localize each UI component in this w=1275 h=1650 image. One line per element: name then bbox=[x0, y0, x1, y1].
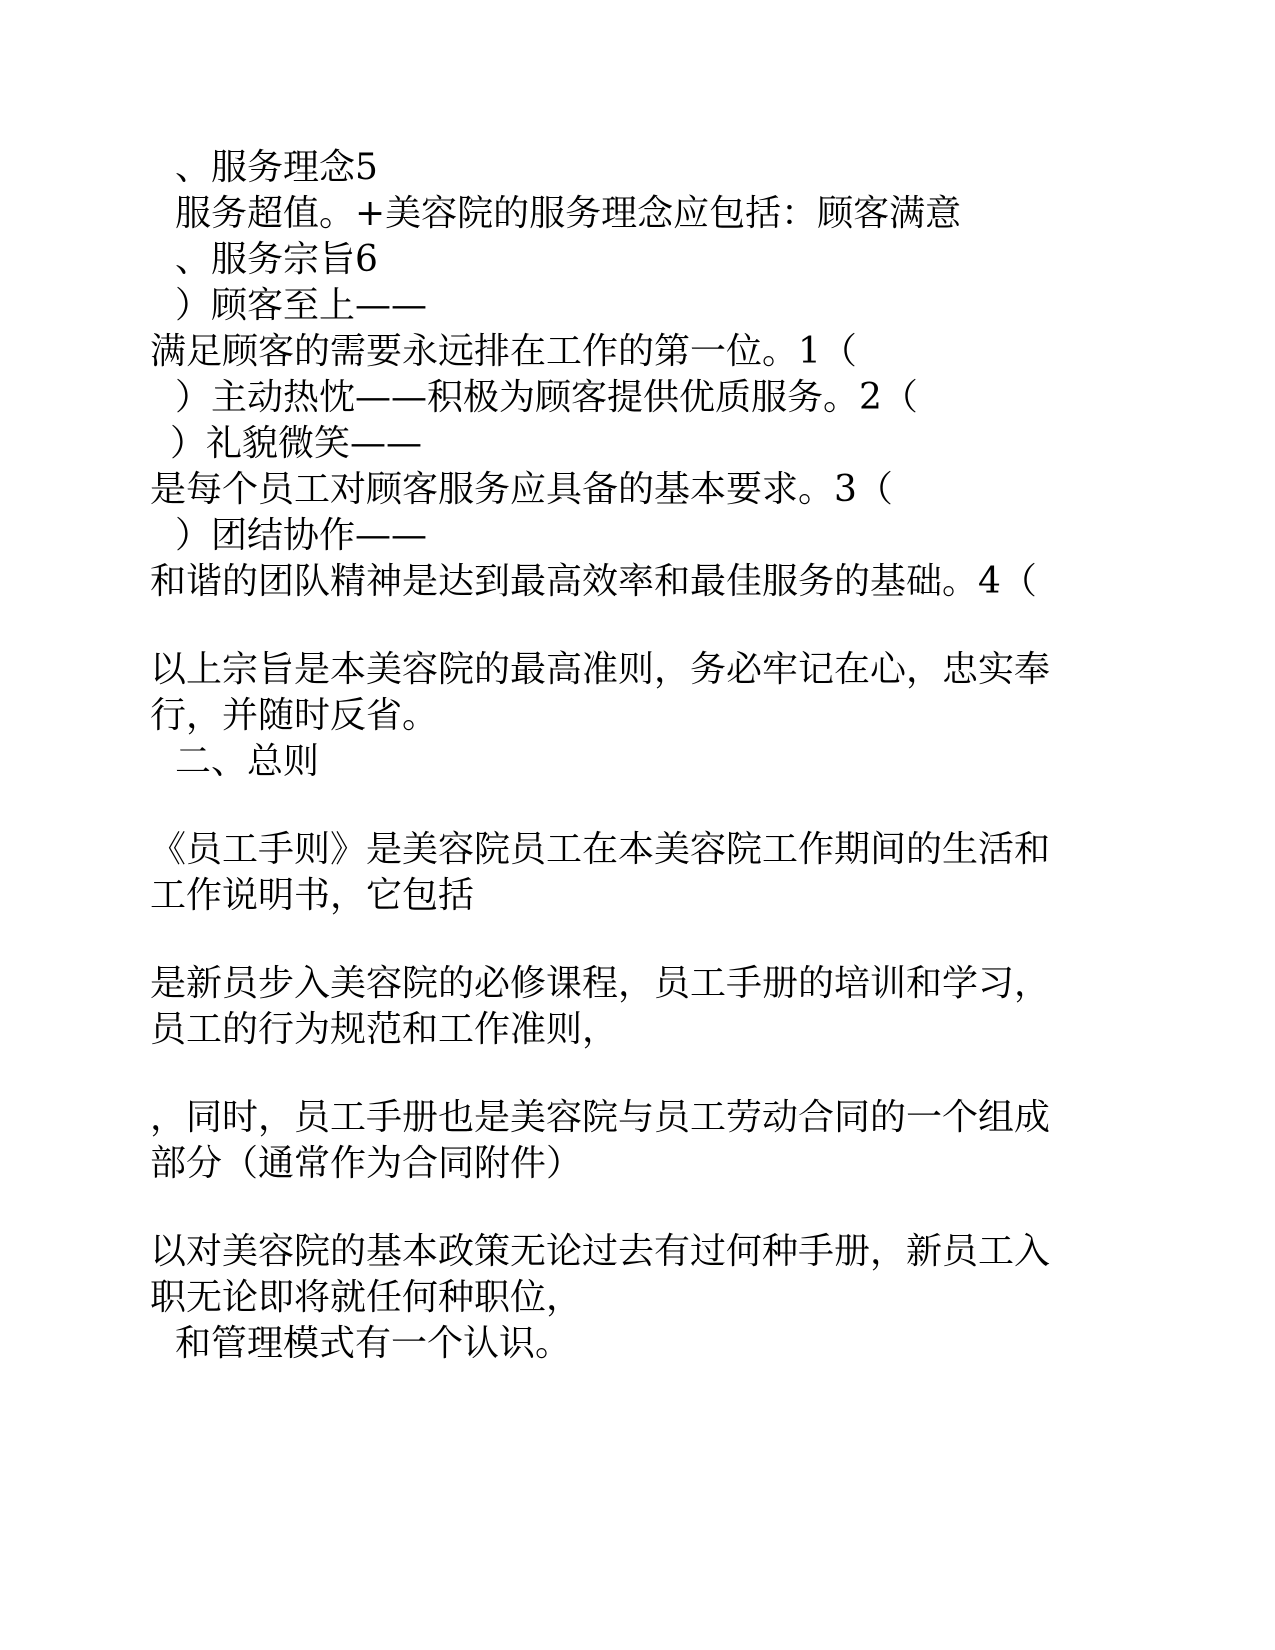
text-line: 部分（通常作为合同附件） bbox=[150, 1143, 583, 1184]
text-line: 职无论即将就任何种职位， bbox=[150, 1277, 583, 1318]
section-heading: 二、总则 bbox=[175, 741, 320, 782]
text-line: ）礼貌微笑—— bbox=[170, 423, 423, 464]
text-line: 服务超值。+美容院的服务理念应包括：顾客满意 bbox=[175, 193, 962, 234]
text-line: ）主动热忱——积极为顾客提供优质服务。2（ bbox=[175, 377, 918, 418]
text-line: 工作说明书，它包括 bbox=[150, 875, 475, 916]
text-line: 行，并随时反省。 bbox=[150, 695, 439, 736]
text-line: 、服务理念5 bbox=[175, 147, 378, 188]
text-line: 是新员步入美容院的必修课程，员工手册的培训和学习， bbox=[150, 963, 1051, 1004]
text-line: 是每个员工对顾客服务应具备的基本要求。3（ bbox=[150, 469, 893, 510]
text-line: 和谐的团队精神是达到最高效率和最佳服务的基础。4（ bbox=[150, 561, 1037, 602]
text-line: 、服务宗旨6 bbox=[175, 239, 378, 280]
text-line: ）团结协作—— bbox=[175, 515, 428, 556]
text-line: 满足顾客的需要永远排在工作的第一位。1（ bbox=[150, 331, 857, 372]
text-line: 《员工手则》是美容院员工在本美容院工作期间的生活和 bbox=[150, 829, 1051, 870]
text-line: 以对美容院的基本政策无论过去有过何种手册，新员工入 bbox=[150, 1231, 1051, 1272]
text-line: 和管理模式有一个认识。 bbox=[175, 1323, 572, 1364]
text-line: 员工的行为规范和工作准则， bbox=[150, 1009, 619, 1050]
text-line: 以上宗旨是本美容院的最高准则，务必牢记在心，忠实奉 bbox=[150, 649, 1051, 690]
text-line: ）顾客至上—— bbox=[175, 285, 428, 326]
text-line: ，同时，员工手册也是美容院与员工劳动合同的一个组成 bbox=[150, 1097, 1051, 1138]
